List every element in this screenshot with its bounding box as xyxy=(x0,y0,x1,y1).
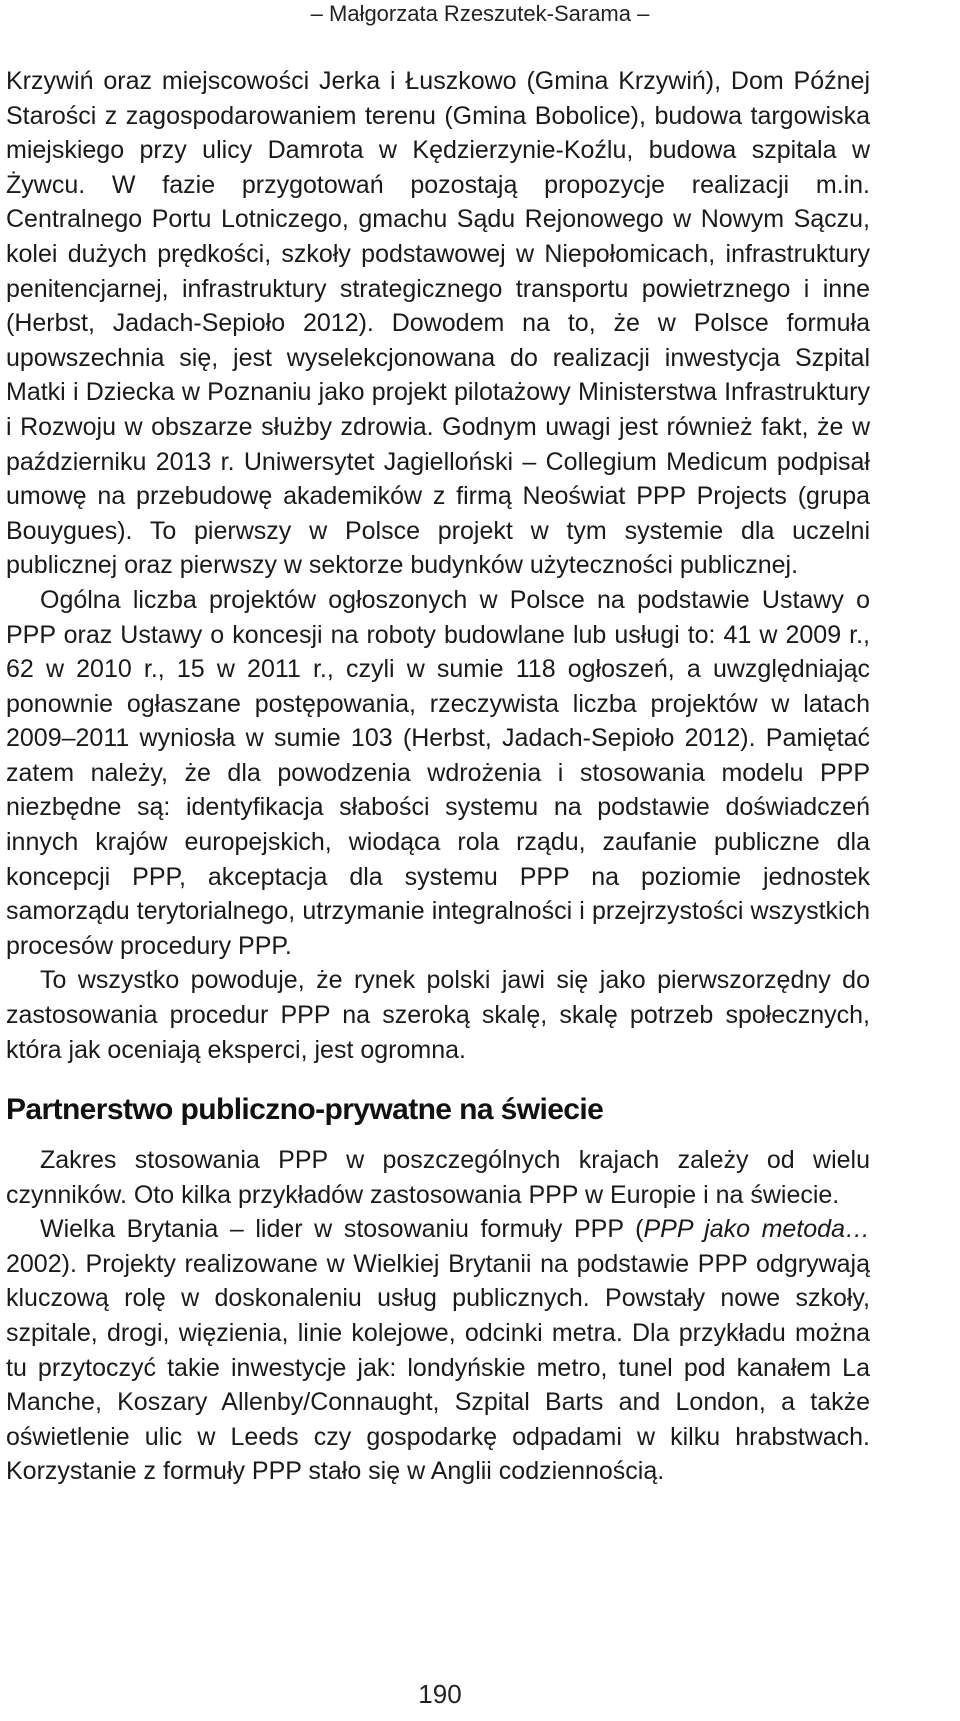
section-paragraph-2-lead: Wielka Brytania – lider w stosowaniu formuły PPP ( xyxy=(40,1215,644,1244)
main-text-block xyxy=(6,64,870,1067)
page-number: 190 xyxy=(418,1679,462,1709)
section-text-block xyxy=(6,1143,870,1489)
body-paragraph-3: To wszystko powoduje, że rynek polski jawi się jako pierwszorzędny do zastosowania procedur PPP na szeroką skalę, skalę potrzeb społecznych, która jak oceniają eksperci, jest ogromna. xyxy=(6,966,870,1064)
section-paragraph-2-rest: 2002). Projekty realizowane w Wielkiej Brytanii na podstawie PPP odgrywają kluczową rolę w doskonaleniu usług publicznych. Powstały nowe szkoły, szpitale, drogi, więzienia, linie kolejowe, odcinki metra. Dla przykładu można tu przytoczyć takie inwestycje jak: londyńskie metro, tunel pod kanałem La Manche, Koszary Allenby/Connaught, Szpital Barts and London, a także oświetlenie ulic w Leeds czy gospodarkę odpadami w kilku hrabstwach. Korzystanie z formuły PPP stało się w Anglii codziennością. xyxy=(6,1249,870,1486)
body-paragraph-1: Krzywiń oraz miejscowości Jerka i Łuszkowo (Gmina Krzywiń), Dom Późnej Starości z zagospodarowaniem terenu (Gmina Bobolice), budowa targowiska miejskiego przy ulicy Damrota w Kędzierzynie-Koźlu, budowa szpitala w Żywcu. W fazie przygotowań pozostają propozycje realizacji m.in. Centralnego Portu Lotniczego, gmachu Sądu Rejonowego w Nowym Sączu, kolei dużych prędkości, szkoły podstawowej w Niepołomicach, infrastruktury penitencjarnej, infrastruktury strategicznego transportu powietrznego i inne (Herbst, Jadach-Sepioło 2012). Dowodem na to, że w Polsce formuła upowszechnia się, jest wyselekcjonowana do realizacji inwestycja Szpital Matki i Dziecka w Poznaniu jako projekt pilotażowy Ministerstwa Infrastruktury i Rozwoju w obszarze służby zdrowia. Godnym uwagi jest również fakt, że w październiku 2013 r. Uniwersytet Jagielloński – Collegium Medicum podpisał umowę na przebudowę akademików z firmą Neoświat PPP Projects (grupa Bouygues). To pierwszy w Polsce projekt w tym systemie dla uczelni publicznej oraz pierwszy w sektorze budynków użyteczności publicznej. xyxy=(6,67,870,580)
section-heading: Partnerstwo publiczno-prywatne na świecie xyxy=(6,1093,604,1126)
section-paragraph-2 xyxy=(6,1212,870,1489)
body-paragraph-2: Ogólna liczba projektów ogłoszonych w Polsce na podstawie Ustawy o PPP oraz Ustawy o koncesji na roboty budowlane lub usługi to: 41 w 2009 r., 62 w 2010 r., 15 w 2011 r., czyli w sumie 118 ogłoszeń, a uwzględniając ponownie ogłaszane postępowania, rzeczywista liczba projektów w latach 2009–2011 wyniosła w sumie 103 (Herbst, Jadach-Sepioło 2012). Pamiętać zatem należy, że dla powodzenia wdrożenia i stosowania modelu PPP niezbędne są: identyfikacja słabości systemu na podstawie doświadczeń innych krajów europejskich, wiodąca rola rządu, zaufanie publiczne dla koncepcji PPP, akceptacja dla systemu PPP na poziomie jednostek samorządu terytorialnego, utrzymanie integralności i przejrzystości wszystkich procesów procedury PPP. xyxy=(6,585,870,960)
running-header: – Małgorzata Rzeszutek-Sarama – xyxy=(310,1,650,26)
citation-italic: PPP jako metoda… xyxy=(643,1215,870,1244)
section-paragraph-1: Zakres stosowania PPP w poszczególnych krajach zależy od wielu czynników. Oto kilka przykładów zastosowania PPP w Europie i na świecie. xyxy=(6,1146,870,1209)
